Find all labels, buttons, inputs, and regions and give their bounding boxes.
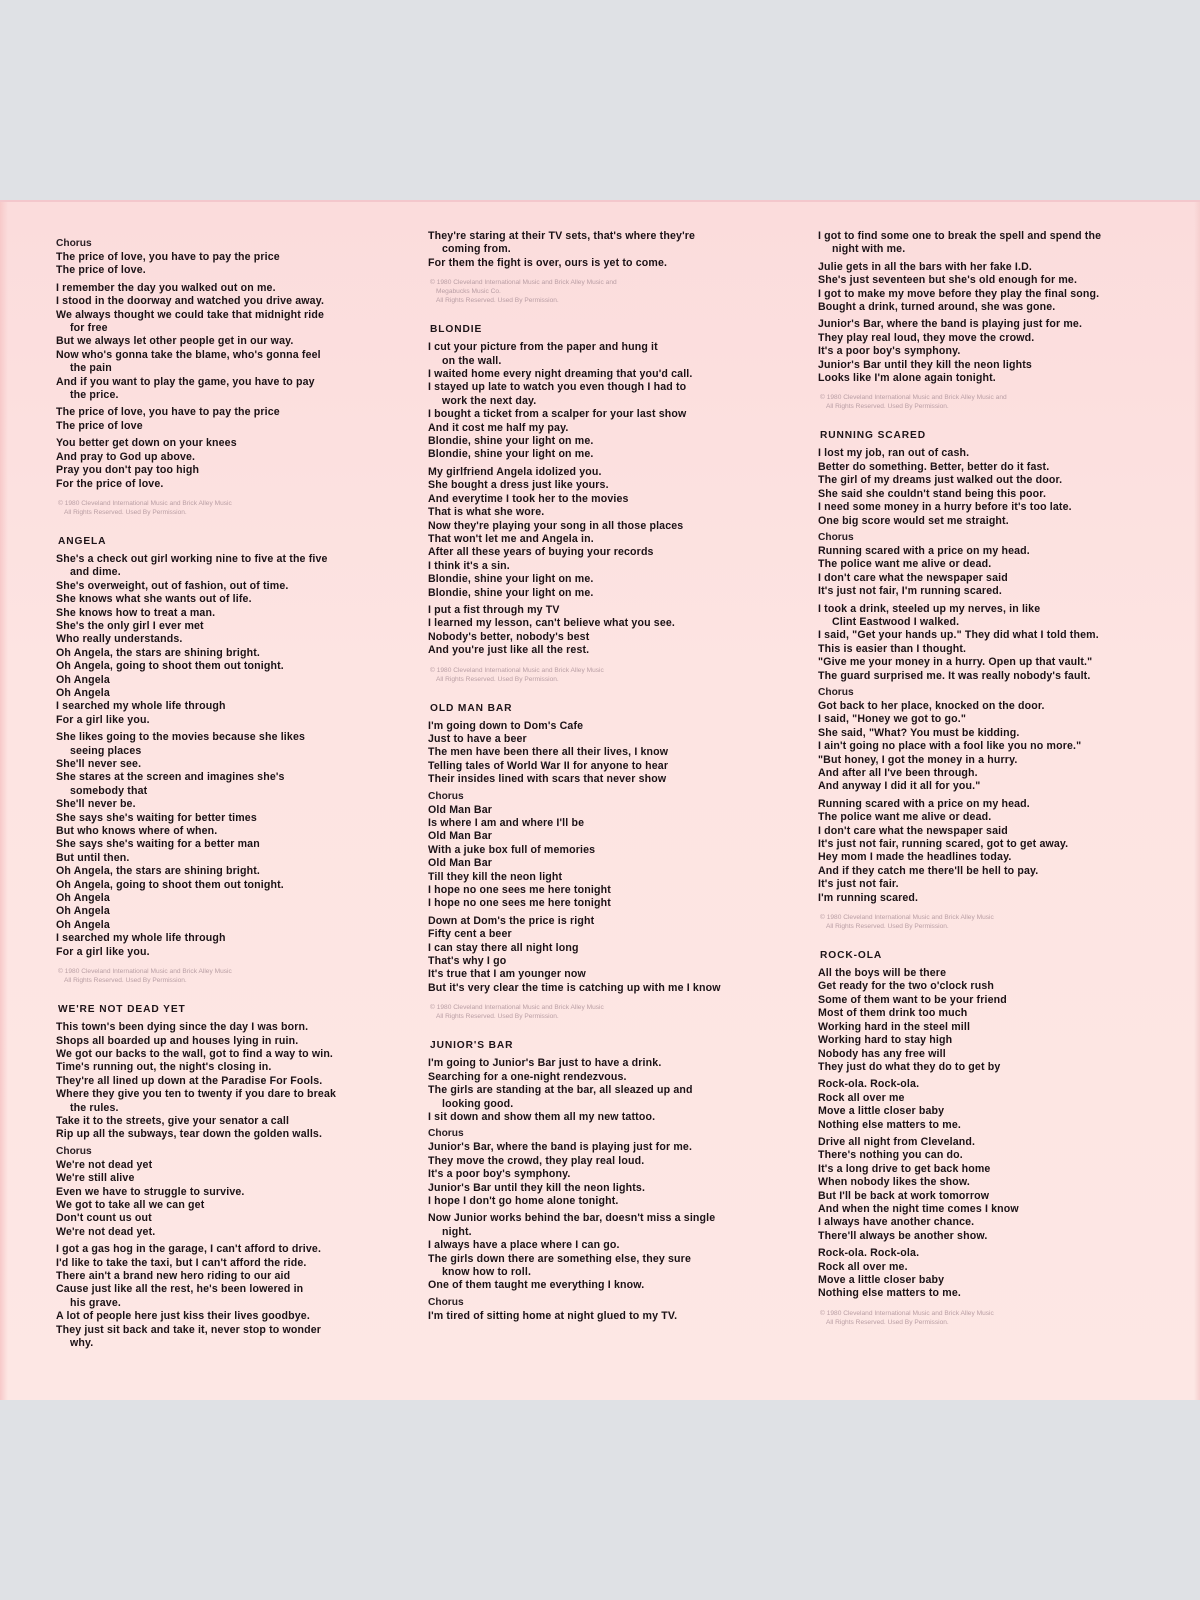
chorus-label: Chorus bbox=[428, 1128, 464, 1140]
lyric-line: I searched my whole life through bbox=[56, 700, 226, 713]
lyric-sheet bbox=[0, 200, 1200, 1400]
lyric-line: I stayed up late to watch you even though I had to bbox=[428, 381, 687, 394]
lyric-line: and dime. bbox=[70, 566, 121, 579]
lyric-line: With a juke box full of memories bbox=[428, 843, 596, 856]
lyric-line: I put a fist through my TV bbox=[428, 603, 560, 616]
lyric-line: Time's running out, the night's closing in. bbox=[56, 1061, 272, 1074]
lyric-stanza bbox=[56, 553, 416, 727]
lyric-line: Nobody has any free will bbox=[818, 1047, 946, 1060]
lyric-line: I hope no one sees me here tonight bbox=[428, 897, 611, 910]
lyric-line: She's just seventeen but she's old enough for me. bbox=[818, 274, 1078, 287]
lyric-line: And everytime I took her to the movies bbox=[428, 492, 629, 505]
lyric-line: Just to have a beer bbox=[428, 732, 527, 745]
copyright-line: © 1980 Cleveland International Music and Brick Alley Music bbox=[820, 1309, 994, 1317]
lyric-stanza bbox=[56, 406, 416, 433]
lyric-line: She knows what she wants out of life. bbox=[56, 593, 252, 606]
lyric-line: She stares at the screen and imagines she's bbox=[56, 771, 285, 784]
copyright-line: All Rights Reserved. Used By Permission. bbox=[826, 403, 949, 411]
lyrics-column-right bbox=[818, 230, 1178, 1341]
lyric-line: Blondie, shine your light on me. bbox=[428, 573, 594, 586]
lyric-line: I don't care what the newspaper said bbox=[818, 824, 1008, 837]
lyric-line: She'll never be. bbox=[56, 798, 136, 811]
lyric-line: Junior's Bar until they kill the neon lights. bbox=[428, 1181, 646, 1194]
lyric-line: Their insides lined with scars that never show bbox=[428, 773, 667, 786]
lyric-stanza bbox=[56, 1021, 416, 1142]
lyric-line: It's a poor boy's symphony. bbox=[428, 1168, 571, 1181]
lyric-line: looking good. bbox=[442, 1097, 514, 1110]
lyric-line: And after all I've been through. bbox=[818, 767, 978, 779]
lyric-line: Looks like I'm alone again tonight. bbox=[818, 372, 996, 385]
lyric-line: Old Man Bar bbox=[428, 830, 493, 843]
lyric-line: I don't care what the newspaper said bbox=[818, 571, 1008, 584]
lyric-line: Move a little closer baby bbox=[818, 1274, 945, 1286]
lyric-line: I said, "Get your hands up." They did what I told them. bbox=[818, 629, 1099, 642]
lyric-line: The guard surprised me. It was really nobody's fault. bbox=[818, 669, 1091, 682]
lyric-line: Shops all boarded up and houses lying in ruin. bbox=[56, 1034, 299, 1047]
lyric-line: They're staring at their TV sets, that's where they're bbox=[428, 230, 696, 242]
lyric-line: Most of them drink too much bbox=[818, 1007, 968, 1020]
lyric-line: It's true that I am younger now bbox=[428, 968, 586, 981]
lyric-line: And pray to God up above. bbox=[56, 450, 196, 463]
lyric-line: They play real loud, they move the crowd. bbox=[818, 331, 1035, 344]
lyric-line: She says she's waiting for better times bbox=[56, 811, 257, 824]
lyric-line: I'm going to Junior's Bar just to have a drink. bbox=[428, 1057, 662, 1070]
copyright-line: © 1980 Cleveland International Music and Brick Alley Music bbox=[58, 968, 232, 976]
lyric-line: Move a little closer baby bbox=[818, 1105, 945, 1118]
lyric-line: After all these years of buying your records bbox=[428, 546, 654, 559]
lyric-line: But who knows where of when. bbox=[56, 825, 218, 838]
lyric-line: I always have a place where I can go. bbox=[428, 1239, 620, 1252]
lyric-line: I lost my job, ran out of cash. bbox=[818, 447, 970, 460]
copyright-notice bbox=[820, 1309, 1178, 1327]
copyright-line: Megabucks Music Co. bbox=[436, 288, 501, 296]
lyric-line: She bought a dress just like yours. bbox=[428, 479, 609, 492]
lyric-line: Oh Angela bbox=[56, 905, 110, 918]
lyric-line: Some of them want to be your friend bbox=[818, 993, 1007, 1006]
lyric-line: I can stay there all night long bbox=[428, 941, 579, 954]
lyric-line: Blondie, shine your light on me. bbox=[428, 435, 594, 448]
lyric-line: Even we have to struggle to survive. bbox=[56, 1185, 245, 1198]
lyric-stanza bbox=[818, 230, 1178, 257]
lyric-line: That's why I go bbox=[428, 955, 507, 968]
lyric-line: I think it's a sin. bbox=[428, 559, 510, 572]
lyric-line: Oh Angela, going to shoot them out tonight. bbox=[56, 660, 284, 673]
lyric-line: We always thought we could take that midnight ride bbox=[56, 308, 325, 321]
lyric-stanza bbox=[428, 604, 788, 658]
copyright-notice bbox=[58, 499, 416, 517]
lyric-line: I need some money in a hurry before it's too late. bbox=[818, 501, 1072, 514]
lyric-line: I said, "Honey we got to go." bbox=[818, 713, 967, 726]
song-title: ROCK-OLA bbox=[820, 950, 883, 962]
lyric-line: Junior's Bar, where the band is playing just for me. bbox=[818, 318, 1083, 331]
lyric-stanza bbox=[56, 731, 416, 959]
lyric-line: I'd like to take the taxi, but I can't afford the ride. bbox=[56, 1256, 307, 1269]
copyright-line: All Rights Reserved. Used By Permission. bbox=[436, 675, 559, 683]
lyric-line: I waited home every night dreaming that you'd call. bbox=[428, 368, 693, 381]
lyric-line: "Give me your money in a hurry. Open up that vault." bbox=[818, 656, 1093, 669]
copyright-line: All Rights Reserved. Used By Permission. bbox=[436, 1013, 559, 1021]
lyric-line: Clint Eastwood I walked. bbox=[832, 615, 960, 628]
lyric-line: Running scared with a price on my head. bbox=[818, 544, 1030, 557]
copyright-line: All Rights Reserved. Used By Permission. bbox=[64, 508, 187, 516]
lyric-line: Rock-ola. Rock-ola. bbox=[818, 1078, 920, 1091]
lyric-line: She's overweight, out of fashion, out of time. bbox=[56, 579, 289, 592]
lyric-line: Rock all over me. bbox=[818, 1260, 908, 1273]
lyric-line: Got back to her place, knocked on the door. bbox=[818, 699, 1045, 712]
song-title: WE'RE NOT DEAD YET bbox=[58, 1004, 186, 1016]
lyric-stanza bbox=[428, 720, 788, 787]
lyric-line: the pain bbox=[70, 362, 112, 375]
lyric-line: This town's been dying since the day I was born. bbox=[56, 1021, 309, 1034]
lyric-stanza bbox=[818, 447, 1178, 527]
lyric-line: Hey mom I made the headlines today. bbox=[818, 851, 1012, 864]
lyric-line: I hope no one sees me here tonight bbox=[428, 884, 611, 897]
lyric-line: And anyway I did it all for you." bbox=[818, 780, 981, 793]
lyric-line: Who really understands. bbox=[56, 633, 183, 646]
lyric-line: One big score would set me straight. bbox=[818, 514, 1009, 527]
lyric-stanza bbox=[428, 804, 788, 911]
copyright-notice bbox=[820, 913, 1178, 931]
lyric-line: There's nothing you can do. bbox=[818, 1149, 963, 1162]
lyric-line: I sit down and show them all my new tattoo. bbox=[428, 1110, 656, 1123]
lyric-line: I hope I don't go home alone tonight. bbox=[428, 1194, 619, 1207]
lyric-line: I bought a ticket from a scalper for your last show bbox=[428, 408, 687, 421]
lyrics-column-left bbox=[56, 234, 416, 1354]
lyric-stanza bbox=[428, 1057, 788, 1124]
lyric-line: This is easier than I thought. bbox=[818, 642, 967, 655]
copyright-notice bbox=[430, 278, 788, 305]
lyric-line: Julie gets in all the bars with her fake I.D. bbox=[818, 260, 1032, 273]
song-title: OLD MAN BAR bbox=[430, 702, 513, 714]
lyric-line: They just sit back and take it, never stop to wonder bbox=[56, 1323, 322, 1336]
lyric-line: Now Junior works behind the bar, doesn't miss a single bbox=[428, 1212, 716, 1225]
lyrics-column-middle bbox=[428, 230, 788, 1327]
lyric-line: Working hard in the steel mill bbox=[818, 1020, 971, 1033]
lyric-line: Better do something. Better, better do it fast. bbox=[818, 460, 1050, 473]
lyric-line: There ain't a brand new hero riding to our aid bbox=[56, 1270, 291, 1282]
chorus-label: Chorus bbox=[56, 238, 92, 249]
lyric-line: Telling tales of World War II for anyone to hear bbox=[428, 759, 669, 772]
lyric-line: I took a drink, steeled up my nerves, in like bbox=[818, 602, 1041, 615]
lyric-line: Running scared with a price on my head. bbox=[818, 797, 1030, 810]
chorus-label: Chorus bbox=[818, 531, 854, 543]
lyric-line: And if they catch me there'll be hell to pay. bbox=[818, 864, 1039, 877]
lyric-line: It's a long drive to get back home bbox=[818, 1162, 991, 1175]
lyric-line: She's a check out girl working nine to five at the five bbox=[56, 552, 328, 565]
lyric-line: Take it to the streets, give your senator a call bbox=[56, 1114, 290, 1127]
chorus-label: Chorus bbox=[428, 790, 464, 802]
lyric-line: For a girl like you. bbox=[56, 945, 150, 958]
lyric-line: We got to take all we can get bbox=[56, 1198, 205, 1211]
lyric-stanza bbox=[818, 603, 1178, 683]
lyric-line: The police want me alive or dead. bbox=[818, 811, 992, 824]
lyric-line: We got our backs to the wall, got to find a way to win. bbox=[56, 1047, 334, 1060]
lyric-line: We're still alive bbox=[56, 1172, 135, 1185]
lyric-line: I always have another chance. bbox=[818, 1216, 975, 1229]
lyric-line: But we always let other people get in our way. bbox=[56, 335, 294, 348]
lyric-stanza bbox=[428, 1141, 788, 1208]
lyric-line: She knows how to treat a man. bbox=[56, 606, 216, 619]
lyric-line: Drive all night from Cleveland. bbox=[818, 1135, 976, 1148]
lyric-stanza bbox=[818, 700, 1178, 794]
lyric-line: night with me. bbox=[832, 243, 906, 256]
lyric-line: his grave. bbox=[70, 1296, 121, 1309]
lyric-stanza bbox=[818, 261, 1178, 315]
lyric-line: I searched my whole life through bbox=[56, 932, 226, 945]
lyric-line: And you're just like all the rest. bbox=[428, 644, 590, 657]
lyric-line: It's just not fair, I'm running scared. bbox=[818, 585, 1002, 598]
lyric-line: Oh Angela bbox=[56, 918, 110, 931]
lyric-line: Nothing else matters to me. bbox=[818, 1118, 961, 1131]
lyric-line: I'm going down to Dom's Cafe bbox=[428, 719, 584, 732]
lyric-line: I'm tired of sitting home at night glued to my TV. bbox=[428, 1309, 678, 1322]
lyric-line: The girl of my dreams just walked out the door. bbox=[818, 474, 1063, 487]
chorus-label: Chorus bbox=[56, 1145, 92, 1157]
lyric-line: Oh Angela bbox=[56, 686, 110, 699]
copyright-notice bbox=[430, 1003, 788, 1021]
lyric-line: the rules. bbox=[70, 1101, 119, 1114]
copyright-line: © 1980 Cleveland International Music and Brick Alley Music and bbox=[430, 279, 617, 287]
lyric-line: And when the night time comes I know bbox=[818, 1202, 1019, 1215]
lyric-line: I'm running scared. bbox=[818, 891, 919, 904]
copyright-line: © 1980 Cleveland International Music and Brick Alley Music bbox=[430, 1004, 604, 1012]
lyric-stanza bbox=[56, 1243, 416, 1350]
copyright-line: © 1980 Cleveland International Music and Brick Alley Music bbox=[430, 666, 604, 674]
copyright-line: All Rights Reserved. Used By Permission. bbox=[826, 1318, 949, 1326]
lyric-line: Get ready for the two o'clock rush bbox=[818, 980, 994, 993]
lyric-line: I cut your picture from the paper and hung it bbox=[428, 341, 658, 354]
song-title: BLONDIE bbox=[430, 324, 483, 336]
lyric-stanza bbox=[818, 1078, 1178, 1132]
lyric-line: And it cost me half my pay. bbox=[428, 421, 569, 434]
lyric-line: She'll never see. bbox=[56, 758, 142, 770]
lyric-line: That won't let me and Angela in. bbox=[428, 532, 594, 545]
lyric-line: The men have been there all their lives, I know bbox=[428, 746, 669, 759]
lyric-stanza bbox=[428, 915, 788, 995]
lyric-line: Junior's Bar until they kill the neon lights bbox=[818, 358, 1032, 371]
lyric-line: Searching for a one-night rendezvous. bbox=[428, 1070, 627, 1083]
song-title: ANGELA bbox=[58, 535, 107, 547]
lyric-line: All the boys will be there bbox=[818, 967, 947, 980]
lyric-stanza bbox=[428, 341, 788, 462]
lyric-stanza bbox=[56, 1159, 416, 1239]
lyric-line: The girls are standing at the bar, all sleazed up and bbox=[428, 1084, 693, 1097]
lyric-line: I got to make my move before they play the final song. bbox=[818, 287, 1100, 300]
lyric-line: Pray you don't pay too high bbox=[56, 464, 200, 477]
lyric-stanza bbox=[428, 1212, 788, 1292]
lyric-line: Oh Angela bbox=[56, 892, 110, 905]
lyric-line: coming from. bbox=[442, 243, 511, 256]
lyric-line: night. bbox=[442, 1225, 472, 1238]
copyright-line: © 1980 Cleveland International Music and Brick Alley Music bbox=[820, 914, 994, 922]
lyric-line: Now they're playing your song in all those places bbox=[428, 519, 684, 532]
lyric-line: For them the fight is over, ours is yet to come. bbox=[428, 256, 668, 269]
lyric-line: Down at Dom's the price is right bbox=[428, 914, 595, 927]
lyric-line: She said she couldn't stand being this poor. bbox=[818, 487, 1047, 500]
lyric-line: That is what she wore. bbox=[428, 506, 545, 519]
lyric-line: It's just not fair, running scared, got to get away. bbox=[818, 838, 1069, 851]
lyric-line: Bought a drink, turned around, she was gone. bbox=[818, 301, 1056, 314]
lyric-line: for free bbox=[70, 322, 108, 335]
lyric-line: know how to roll. bbox=[442, 1265, 532, 1278]
lyric-line: Blondie, shine your light on me. bbox=[428, 586, 594, 599]
lyric-stanza bbox=[818, 1136, 1178, 1243]
lyric-line: You better get down on your knees bbox=[56, 437, 237, 450]
lyric-line: Now who's gonna take the blame, who's gonna feel bbox=[56, 348, 321, 361]
copyright-line: © 1980 Cleveland International Music and Brick Alley Music bbox=[58, 499, 232, 507]
lyric-line: She's the only girl I ever met bbox=[56, 619, 204, 632]
lyric-line: Where they give you ten to twenty if you dare to break bbox=[56, 1088, 337, 1101]
lyric-stanza bbox=[56, 251, 416, 278]
lyric-line: Till they kill the neon light bbox=[428, 870, 563, 883]
lyric-line: work the next day. bbox=[442, 394, 537, 407]
lyric-line: Rock-ola. Rock-ola. bbox=[818, 1247, 920, 1260]
lyric-line: The price of love. bbox=[56, 264, 146, 277]
lyric-line: She said, "What? You must be kidding. bbox=[818, 726, 1020, 739]
lyric-line: A lot of people here just kiss their lives goodbye. bbox=[56, 1310, 310, 1323]
copyright-line: © 1980 Cleveland International Music and Brick Alley Music and bbox=[820, 394, 1007, 402]
lyric-line: There'll always be another show. bbox=[818, 1229, 988, 1242]
lyric-line: They just do what they do to get by bbox=[818, 1060, 1001, 1073]
copyright-notice bbox=[58, 967, 416, 985]
lyric-line: But until then. bbox=[56, 851, 130, 864]
lyric-line: seeing places bbox=[70, 744, 142, 757]
copyright-line: All Rights Reserved. Used By Permission. bbox=[826, 923, 949, 931]
lyric-line: I ain't going no place with a fool like you no more." bbox=[818, 740, 1082, 753]
lyric-line: The girls down there are something else, they sure bbox=[428, 1252, 691, 1265]
lyric-line: Old Man Bar bbox=[428, 803, 493, 816]
lyric-line: When nobody likes the show. bbox=[818, 1176, 970, 1189]
lyric-line: But it's very clear the time is catching up with me I know bbox=[428, 981, 721, 994]
lyric-stanza bbox=[818, 967, 1178, 1074]
lyric-line: But I'll be back at work tomorrow bbox=[818, 1189, 990, 1202]
lyric-line: Rock all over me bbox=[818, 1091, 905, 1104]
lyric-line: Don't count us out bbox=[56, 1212, 152, 1225]
lyric-line: She likes going to the movies because she likes bbox=[56, 731, 306, 744]
copyright-line: All Rights Reserved. Used By Permission. bbox=[436, 297, 559, 305]
lyric-line: I got a gas hog in the garage, I can't afford to drive. bbox=[56, 1243, 322, 1256]
lyric-stanza bbox=[428, 466, 788, 600]
lyric-line: Is where I am and where I'll be bbox=[428, 817, 585, 829]
lyric-line: "But honey, I got the money in a hurry. bbox=[818, 753, 1018, 766]
lyric-stanza bbox=[56, 437, 416, 491]
lyric-stanza bbox=[818, 798, 1178, 905]
lyric-line: Blondie, shine your light on me. bbox=[428, 448, 594, 461]
lyric-stanza bbox=[56, 282, 416, 403]
copyright-line: All Rights Reserved. Used By Permission. bbox=[64, 977, 187, 985]
copyright-notice bbox=[820, 393, 1178, 411]
lyric-line: For the price of love. bbox=[56, 477, 164, 490]
lyric-line: One of them taught me everything I know. bbox=[428, 1279, 645, 1292]
lyric-line: It's a poor boy's symphony. bbox=[818, 345, 961, 358]
song-title: RUNNING SCARED bbox=[820, 430, 926, 442]
lyric-line: Cause just like all the rest, he's been lowered in bbox=[56, 1283, 304, 1296]
lyric-line: I got to find some one to break the spell and spend the bbox=[818, 230, 1102, 242]
lyric-stanza bbox=[818, 318, 1178, 385]
lyric-line: Junior's Bar, where the band is playing just for me. bbox=[428, 1141, 693, 1154]
lyric-line: My girlfriend Angela idolized you. bbox=[428, 465, 602, 478]
lyric-line: They're all lined up down at the Paradise For Fools. bbox=[56, 1074, 323, 1087]
lyric-line: She says she's waiting for a better man bbox=[56, 838, 260, 851]
lyric-stanza bbox=[428, 230, 788, 270]
lyric-line: It's just not fair. bbox=[818, 878, 899, 891]
lyric-line: somebody that bbox=[70, 784, 148, 797]
lyric-line: Working hard to stay high bbox=[818, 1034, 953, 1047]
lyric-line: the price. bbox=[70, 389, 119, 402]
lyric-line: The price of love bbox=[56, 419, 143, 432]
lyric-line: Rip up all the subways, tear down the golden walls. bbox=[56, 1128, 323, 1141]
lyric-line: Oh Angela, the stars are shining bright. bbox=[56, 646, 260, 659]
lyric-line: The price of love, you have to pay the price bbox=[56, 251, 280, 263]
lyric-line: I remember the day you walked out on me. bbox=[56, 281, 276, 294]
lyric-line: Oh Angela, going to shoot them out tonight. bbox=[56, 878, 284, 891]
chorus-label: Chorus bbox=[818, 686, 854, 698]
lyric-stanza bbox=[818, 545, 1178, 599]
lyric-line: Nothing else matters to me. bbox=[818, 1287, 961, 1300]
lyric-line: Fifty cent a beer bbox=[428, 928, 512, 941]
lyric-line: For a girl like you. bbox=[56, 713, 150, 726]
lyric-line: Oh Angela bbox=[56, 673, 110, 686]
lyric-line: Nobody's better, nobody's best bbox=[428, 630, 590, 643]
song-title: JUNIOR'S BAR bbox=[430, 1040, 514, 1052]
lyric-line: Oh Angela, the stars are shining bright. bbox=[56, 865, 260, 878]
lyric-line: The police want me alive or dead. bbox=[818, 558, 992, 571]
lyric-line: on the wall. bbox=[442, 354, 502, 367]
lyric-line: And if you want to play the game, you have to pay bbox=[56, 375, 315, 388]
lyric-line: I learned my lesson, can't believe what you see. bbox=[428, 617, 675, 630]
lyric-line: The price of love, you have to pay the price bbox=[56, 406, 280, 419]
lyric-line: They move the crowd, they play real loud. bbox=[428, 1154, 645, 1167]
chorus-label: Chorus bbox=[428, 1296, 464, 1308]
lyric-line: We're not dead yet. bbox=[56, 1225, 156, 1238]
copyright-notice bbox=[430, 666, 788, 684]
lyric-line: I stood in the doorway and watched you drive away. bbox=[56, 295, 325, 308]
lyric-line: why. bbox=[70, 1337, 94, 1350]
lyric-stanza bbox=[818, 1247, 1178, 1301]
lyric-line: We're not dead yet bbox=[56, 1158, 153, 1171]
lyric-line: Old Man Bar bbox=[428, 857, 493, 870]
lyric-stanza bbox=[428, 1310, 788, 1323]
